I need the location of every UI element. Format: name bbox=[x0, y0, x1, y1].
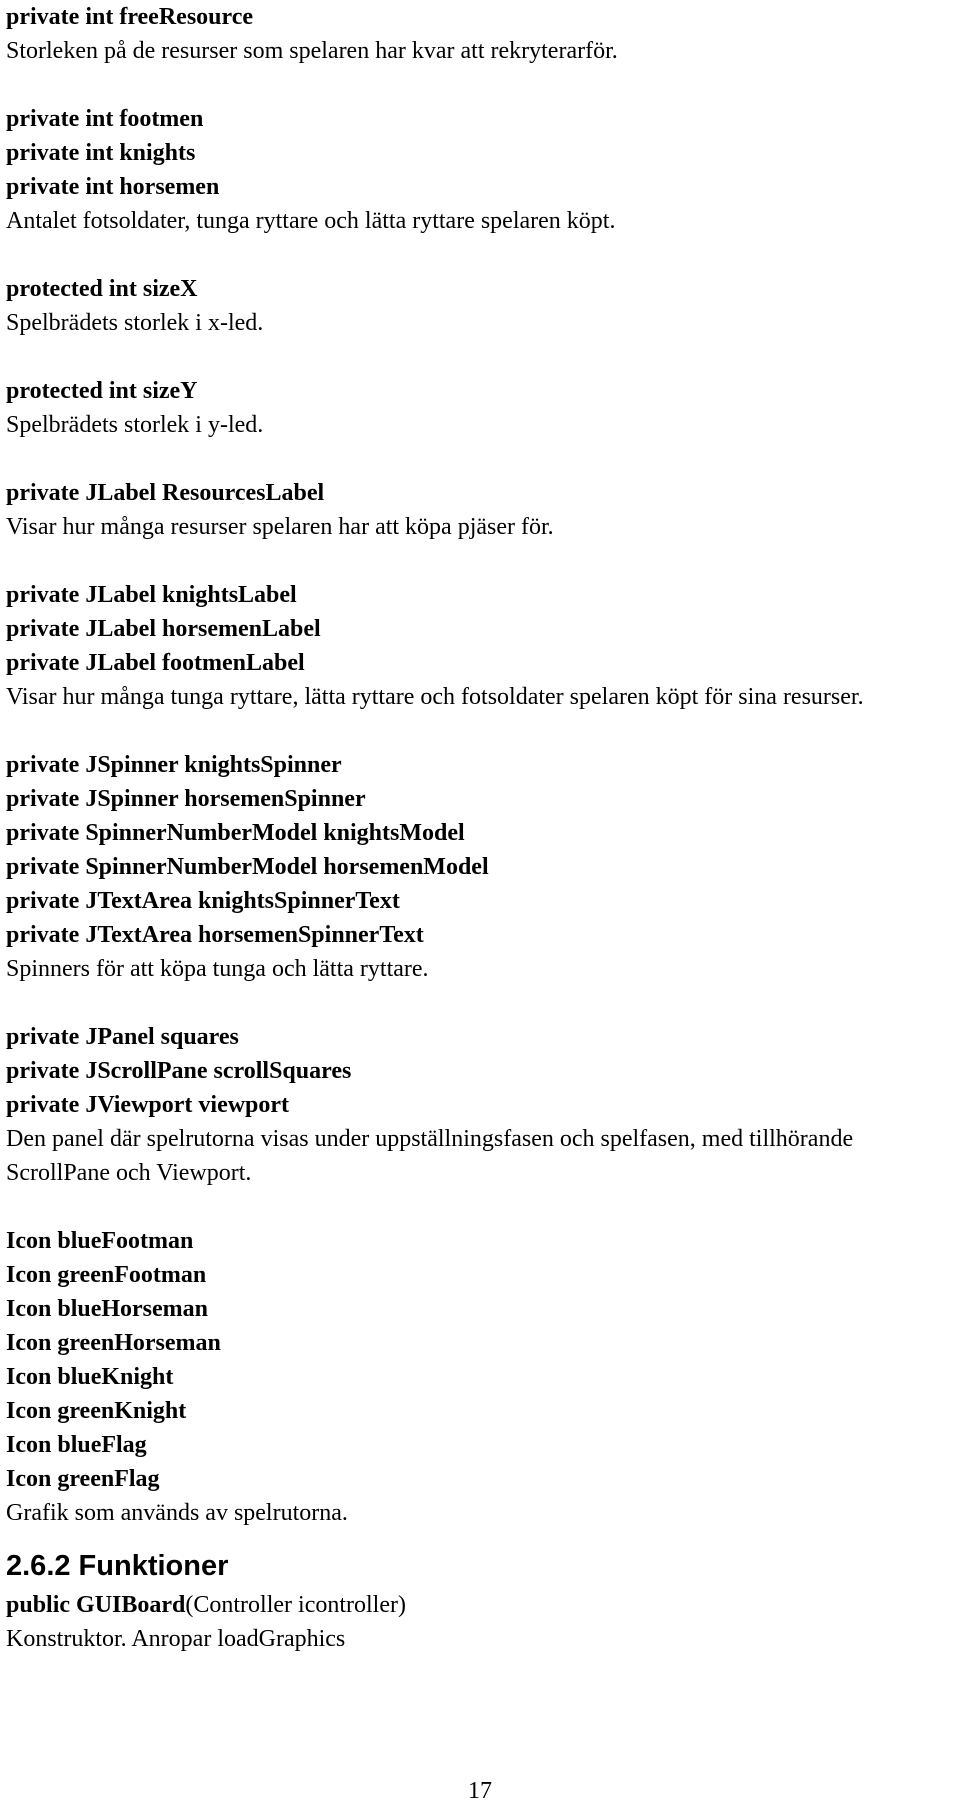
field-declaration: private JViewport viewport bbox=[6, 1092, 290, 1118]
field-declaration: private JSpinner horsemenSpinner bbox=[6, 786, 366, 812]
field-declaration: private int freeResource bbox=[6, 4, 254, 30]
field-declaration: private SpinnerNumberModel horsemenModel bbox=[6, 854, 489, 880]
spacer bbox=[6, 442, 951, 476]
field-declaration: Icon greenHorseman bbox=[6, 1330, 221, 1356]
field-declaration: Icon blueFlag bbox=[6, 1432, 147, 1458]
function-signature bbox=[6, 1588, 951, 1622]
function-name: public GUIBoard bbox=[6, 1592, 186, 1618]
field-description: Den panel där spelrutorna visas under uppställningsfasen och spelfasen, med tillhörande ScrollPane och Viewport. bbox=[6, 1126, 854, 1186]
field-declaration: private int footmen bbox=[6, 106, 204, 132]
spacer bbox=[6, 714, 951, 748]
field-declaration: private JLabel ResourcesLabel bbox=[6, 480, 325, 506]
spacer bbox=[6, 238, 951, 272]
field-declaration: Icon greenKnight bbox=[6, 1398, 187, 1424]
field-entry bbox=[6, 374, 951, 442]
field-description: Storleken på de resurser som spelaren har kvar att rekryterarför. bbox=[6, 38, 618, 64]
spacer bbox=[6, 544, 951, 578]
field-description: Visar hur många resurser spelaren har att köpa pjäser för. bbox=[6, 514, 554, 540]
field-declaration: Icon blueKnight bbox=[6, 1364, 174, 1390]
field-declaration: private JPanel squares bbox=[6, 1024, 239, 1050]
field-declaration: Icon greenFootman bbox=[6, 1262, 207, 1288]
field-declaration: private int knights bbox=[6, 140, 196, 166]
section-heading: 2.6.2 Funktioner bbox=[6, 1550, 229, 1582]
function-params: (Controller icontroller) bbox=[185, 1592, 406, 1618]
field-description: Visar hur många tunga ryttare, lätta ryttare och fotsoldater spelaren köpt för sina resurser. bbox=[6, 684, 864, 710]
field-entry bbox=[6, 272, 951, 340]
field-declaration: private JLabel knightsLabel bbox=[6, 582, 297, 608]
function-description: Konstruktor. Anropar loadGraphics bbox=[6, 1626, 346, 1652]
field-declaration: Icon blueFootman bbox=[6, 1228, 194, 1254]
document-page bbox=[6, 0, 951, 1656]
field-description: Grafik som används av spelrutorna. bbox=[6, 1500, 348, 1526]
field-entry bbox=[6, 1020, 951, 1190]
field-declaration: private JScrollPane scrollSquares bbox=[6, 1058, 352, 1084]
function-entry bbox=[6, 1588, 951, 1656]
spacer bbox=[6, 1190, 951, 1224]
field-declaration: private SpinnerNumberModel knightsModel bbox=[6, 820, 465, 846]
field-description: Antalet fotsoldater, tunga ryttare och lätta ryttare spelaren köpt. bbox=[6, 208, 616, 234]
field-declaration: protected int sizeX bbox=[6, 276, 198, 302]
field-declaration: private JLabel horsemenLabel bbox=[6, 616, 321, 642]
field-entry bbox=[6, 476, 951, 544]
spacer bbox=[6, 340, 951, 374]
field-declaration: protected int sizeY bbox=[6, 378, 198, 404]
field-declaration: private JLabel footmenLabel bbox=[6, 650, 305, 676]
field-entry bbox=[6, 1224, 951, 1530]
field-declaration: private JTextArea horsemenSpinnerText bbox=[6, 922, 424, 948]
field-entry bbox=[6, 578, 951, 714]
field-declaration: private JSpinner knightsSpinner bbox=[6, 752, 342, 778]
field-declaration: Icon greenFlag bbox=[6, 1466, 160, 1492]
field-entry bbox=[6, 0, 951, 68]
field-declaration: private JTextArea knightsSpinnerText bbox=[6, 888, 400, 914]
spacer bbox=[6, 986, 951, 1020]
field-description: Spinners för att köpa tunga och lätta ryttare. bbox=[6, 956, 429, 982]
field-declaration: private int horsemen bbox=[6, 174, 220, 200]
spacer bbox=[6, 68, 951, 102]
page-number: 17 bbox=[468, 1778, 492, 1804]
field-entry bbox=[6, 102, 951, 238]
field-description: Spelbrädets storlek i y-led. bbox=[6, 412, 264, 438]
field-declaration: Icon blueHorseman bbox=[6, 1296, 209, 1322]
field-entry bbox=[6, 748, 951, 986]
field-description: Spelbrädets storlek i x-led. bbox=[6, 310, 264, 336]
